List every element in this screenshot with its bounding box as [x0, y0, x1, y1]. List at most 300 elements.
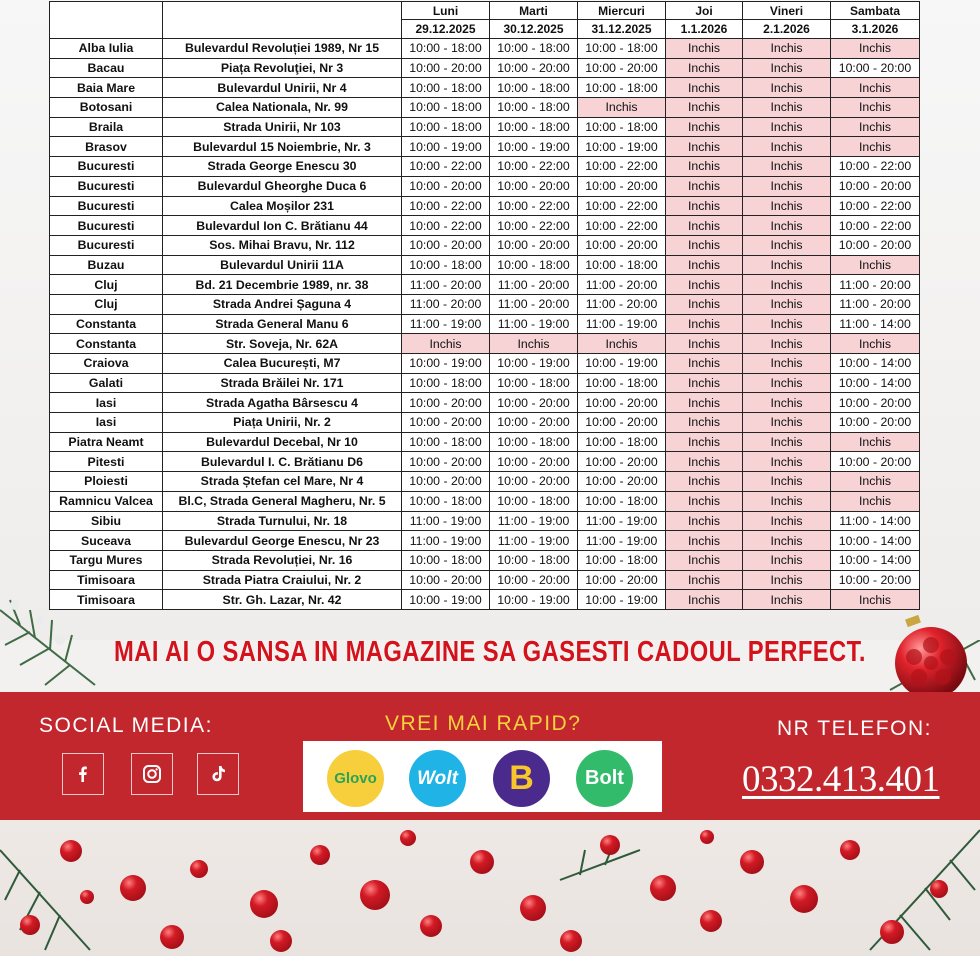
hours-cell: 11:00 - 19:00 — [490, 511, 578, 531]
hours-cell: 11:00 - 20:00 — [578, 294, 666, 314]
hours-cell: Inchis — [743, 157, 831, 177]
hours-cell: 10:00 - 14:00 — [831, 373, 920, 393]
berry-decoration — [190, 860, 208, 878]
city-cell: Baia Mare — [50, 78, 163, 98]
hours-cell: Inchis — [743, 196, 831, 216]
hours-cell: Inchis — [743, 235, 831, 255]
hours-cell: Inchis — [666, 98, 743, 118]
hours-cell: 10:00 - 20:00 — [402, 452, 490, 472]
table-row — [50, 117, 920, 137]
hours-cell: Inchis — [831, 39, 920, 59]
hours-cell: Inchis — [743, 275, 831, 295]
hours-cell: 10:00 - 18:00 — [578, 39, 666, 59]
hours-cell: Inchis — [831, 137, 920, 157]
day-header: Vineri — [743, 2, 831, 20]
hours-cell: 10:00 - 22:00 — [402, 196, 490, 216]
hours-cell: Inchis — [666, 354, 743, 374]
hours-cell: Inchis — [743, 452, 831, 472]
berry-decoration — [270, 930, 292, 952]
hours-cell: 11:00 - 20:00 — [402, 275, 490, 295]
hours-cell: Inchis — [666, 590, 743, 610]
table-row — [50, 511, 920, 531]
hours-cell: Inchis — [666, 157, 743, 177]
hours-cell: Inchis — [743, 413, 831, 433]
city-cell: Ramnicu Valcea — [50, 491, 163, 511]
hours-cell: 10:00 - 20:00 — [831, 235, 920, 255]
berry-decoration — [160, 925, 184, 949]
city-cell: Brasov — [50, 137, 163, 157]
berry-decoration — [700, 910, 722, 932]
city-cell: Bucuresti — [50, 157, 163, 177]
hours-cell: Inchis — [743, 78, 831, 98]
hours-cell: Inchis — [666, 58, 743, 78]
hours-cell: Inchis — [743, 531, 831, 551]
hours-cell: Inchis — [666, 452, 743, 472]
hours-cell: 10:00 - 19:00 — [578, 590, 666, 610]
hours-cell: Inchis — [666, 275, 743, 295]
hours-cell: 10:00 - 20:00 — [578, 176, 666, 196]
table-row — [50, 216, 920, 236]
hours-cell: 11:00 - 19:00 — [578, 531, 666, 551]
hours-cell: Inchis — [831, 590, 920, 610]
hours-cell: 11:00 - 20:00 — [831, 294, 920, 314]
slogan-text: MAI AI O SANSA IN MAGAZINE SA GASESTI CADOUL PERFECT. — [114, 636, 866, 668]
berry-decoration — [930, 880, 948, 898]
hours-cell: Inchis — [743, 550, 831, 570]
berry-decoration — [250, 890, 278, 918]
table-row — [50, 531, 920, 551]
table-row — [50, 137, 920, 157]
table-row — [50, 570, 920, 590]
bolt-logo-text: Bolt — [585, 767, 624, 789]
hours-cell: 10:00 - 18:00 — [490, 255, 578, 275]
city-cell: Alba Iulia — [50, 39, 163, 59]
hours-cell: 10:00 - 20:00 — [578, 472, 666, 492]
hours-cell: 10:00 - 18:00 — [490, 78, 578, 98]
hours-cell: Inchis — [743, 98, 831, 118]
table-row — [50, 373, 920, 393]
hours-cell: 10:00 - 20:00 — [402, 235, 490, 255]
address-cell: Piața Unirii, Nr. 2 — [163, 413, 402, 433]
hours-cell: 10:00 - 14:00 — [831, 550, 920, 570]
berry-decoration — [310, 845, 330, 865]
hours-cell: Inchis — [831, 255, 920, 275]
table-row — [50, 196, 920, 216]
hours-cell: 10:00 - 20:00 — [490, 58, 578, 78]
city-cell: Iasi — [50, 413, 163, 433]
header-blank — [50, 2, 163, 39]
hours-cell: Inchis — [743, 176, 831, 196]
hours-cell: 11:00 - 19:00 — [490, 314, 578, 334]
address-cell: Sos. Mihai Bravu, Nr. 112 — [163, 235, 402, 255]
hours-cell: 10:00 - 20:00 — [490, 393, 578, 413]
hours-cell: 10:00 - 18:00 — [578, 78, 666, 98]
address-cell: Strada Turnului, Nr. 18 — [163, 511, 402, 531]
date-header: 1.1.2026 — [666, 20, 743, 39]
day-header: Sambata — [831, 2, 920, 20]
city-cell: Cluj — [50, 294, 163, 314]
city-cell: Pitesti — [50, 452, 163, 472]
berry-decoration — [650, 875, 676, 901]
hours-cell: 10:00 - 20:00 — [490, 570, 578, 590]
address-cell: Bulevardul Unirii 11A — [163, 255, 402, 275]
header-row-days — [50, 2, 920, 20]
hours-cell: 10:00 - 20:00 — [831, 413, 920, 433]
hours-cell: Inchis — [666, 78, 743, 98]
hours-cell: 10:00 - 18:00 — [490, 98, 578, 118]
berry-decoration — [470, 850, 494, 874]
table-row — [50, 393, 920, 413]
hours-cell: Inchis — [578, 334, 666, 354]
date-header: 31.12.2025 — [578, 20, 666, 39]
hours-cell: Inchis — [666, 413, 743, 433]
city-cell: Craiova — [50, 354, 163, 374]
hours-cell: 10:00 - 22:00 — [490, 196, 578, 216]
city-cell: Bucuresti — [50, 196, 163, 216]
hours-cell: 11:00 - 19:00 — [578, 511, 666, 531]
berry-decoration — [520, 895, 546, 921]
hours-cell: Inchis — [831, 491, 920, 511]
hours-cell: 11:00 - 19:00 — [402, 531, 490, 551]
instagram-icon[interactable] — [131, 753, 173, 795]
berry-decoration — [60, 840, 82, 862]
header-blank — [163, 2, 402, 39]
hours-cell: Inchis — [831, 432, 920, 452]
city-cell: Cluj — [50, 275, 163, 295]
berry-decoration — [400, 830, 416, 846]
hours-cell: Inchis — [666, 216, 743, 236]
city-cell: Ploiesti — [50, 472, 163, 492]
hours-cell: Inchis — [743, 432, 831, 452]
day-header: Luni — [402, 2, 490, 20]
hours-cell: 10:00 - 18:00 — [490, 117, 578, 137]
hours-cell: 10:00 - 18:00 — [402, 491, 490, 511]
hours-cell: Inchis — [666, 196, 743, 216]
address-cell: Bulevardul Unirii, Nr 4 — [163, 78, 402, 98]
hours-cell: 10:00 - 22:00 — [402, 157, 490, 177]
address-cell: Bulevardul I. C. Brătianu D6 — [163, 452, 402, 472]
hours-cell: Inchis — [666, 393, 743, 413]
hours-cell: 10:00 - 14:00 — [831, 531, 920, 551]
hours-cell: 10:00 - 14:00 — [831, 354, 920, 374]
hours-cell: Inchis — [666, 334, 743, 354]
hours-cell: Inchis — [743, 393, 831, 413]
hours-cell: 10:00 - 22:00 — [490, 216, 578, 236]
hours-cell: 10:00 - 18:00 — [490, 432, 578, 452]
city-cell: Piatra Neamt — [50, 432, 163, 452]
table-row — [50, 432, 920, 452]
hours-cell: 10:00 - 18:00 — [490, 39, 578, 59]
tiktok-icon[interactable] — [197, 753, 239, 795]
hours-cell: Inchis — [666, 137, 743, 157]
hours-cell: 11:00 - 20:00 — [490, 294, 578, 314]
table-row — [50, 491, 920, 511]
table-row — [50, 157, 920, 177]
city-cell: Bucuresti — [50, 176, 163, 196]
hours-cell: Inchis — [666, 314, 743, 334]
table-row — [50, 255, 920, 275]
hours-cell: 10:00 - 19:00 — [490, 137, 578, 157]
address-cell: Strada General Manu 6 — [163, 314, 402, 334]
hours-cell: Inchis — [743, 137, 831, 157]
hours-cell: 10:00 - 22:00 — [578, 196, 666, 216]
hours-cell: Inchis — [666, 294, 743, 314]
hours-cell: 10:00 - 20:00 — [831, 452, 920, 472]
berry-decoration — [80, 890, 94, 904]
hours-cell: Inchis — [666, 373, 743, 393]
hours-cell: 10:00 - 18:00 — [490, 550, 578, 570]
city-cell: Targu Mures — [50, 550, 163, 570]
hours-cell: Inchis — [831, 117, 920, 137]
hours-cell: 10:00 - 18:00 — [578, 117, 666, 137]
hours-cell: 10:00 - 18:00 — [402, 39, 490, 59]
hours-cell: Inchis — [743, 491, 831, 511]
berries-decoration — [0, 820, 980, 956]
hours-cell: 10:00 - 18:00 — [402, 373, 490, 393]
hours-cell: 10:00 - 18:00 — [578, 432, 666, 452]
hours-cell: 11:00 - 20:00 — [402, 294, 490, 314]
delivery-logos-panel — [303, 741, 662, 812]
phone-number[interactable]: 0332.413.401 — [742, 759, 940, 800]
hours-cell: Inchis — [743, 216, 831, 236]
hours-cell: Inchis — [402, 334, 490, 354]
hours-cell: 10:00 - 20:00 — [490, 472, 578, 492]
hours-cell: Inchis — [831, 334, 920, 354]
hours-cell: Inchis — [666, 255, 743, 275]
hours-cell: 10:00 - 19:00 — [578, 137, 666, 157]
bolt-logo[interactable] — [576, 750, 633, 807]
address-cell: Strada Ștefan cel Mare, Nr 4 — [163, 472, 402, 492]
social-media-label: SOCIAL MEDIA: — [39, 714, 213, 737]
hours-cell: Inchis — [666, 531, 743, 551]
hours-cell: 10:00 - 20:00 — [402, 570, 490, 590]
hours-cell: 10:00 - 19:00 — [402, 354, 490, 374]
hours-cell: 10:00 - 18:00 — [402, 98, 490, 118]
hours-cell: 10:00 - 22:00 — [831, 196, 920, 216]
glovo-logo[interactable] — [327, 750, 384, 807]
address-cell: Bulevardul Decebal, Nr 10 — [163, 432, 402, 452]
hours-cell: 10:00 - 18:00 — [402, 117, 490, 137]
table-row — [50, 275, 920, 295]
hours-cell: Inchis — [743, 570, 831, 590]
hours-cell: 10:00 - 20:00 — [402, 176, 490, 196]
hours-cell: 10:00 - 18:00 — [402, 78, 490, 98]
hours-cell: 10:00 - 20:00 — [490, 413, 578, 433]
city-cell: Sibiu — [50, 511, 163, 531]
ornament-decoration — [886, 615, 972, 701]
schedule-table — [49, 1, 920, 610]
date-header: 2.1.2026 — [743, 20, 831, 39]
table-row — [50, 590, 920, 610]
hours-cell: 10:00 - 20:00 — [490, 452, 578, 472]
address-cell: Strada George Enescu 30 — [163, 157, 402, 177]
hours-cell: 10:00 - 22:00 — [831, 216, 920, 236]
address-cell: Strada Piatra Craiului, Nr. 2 — [163, 570, 402, 590]
hours-cell: 10:00 - 20:00 — [831, 570, 920, 590]
table-row — [50, 314, 920, 334]
address-cell: Calea Moșilor 231 — [163, 196, 402, 216]
address-cell: Strada Andrei Șaguna 4 — [163, 294, 402, 314]
berry-decoration — [20, 915, 40, 935]
hours-cell: Inchis — [743, 255, 831, 275]
hours-cell: Inchis — [831, 472, 920, 492]
hours-cell: Inchis — [831, 98, 920, 118]
address-cell: Str. Soveja, Nr. 62A — [163, 334, 402, 354]
hours-cell: Inchis — [743, 314, 831, 334]
hours-cell: 11:00 - 19:00 — [402, 511, 490, 531]
table-row — [50, 235, 920, 255]
city-cell: Bucuresti — [50, 216, 163, 236]
hours-cell: Inchis — [743, 39, 831, 59]
hours-cell: 10:00 - 19:00 — [402, 590, 490, 610]
address-cell: Strada Agatha Bârsescu 4 — [163, 393, 402, 413]
hours-cell: 10:00 - 18:00 — [490, 491, 578, 511]
hours-cell: 10:00 - 22:00 — [831, 157, 920, 177]
phone-label: NR TELEFON: — [777, 717, 932, 740]
hours-cell: Inchis — [666, 491, 743, 511]
hours-cell: 10:00 - 18:00 — [402, 255, 490, 275]
address-cell: Piața Revoluţiei, Nr 3 — [163, 58, 402, 78]
hours-cell: 10:00 - 20:00 — [490, 235, 578, 255]
hours-cell: Inchis — [666, 432, 743, 452]
address-cell: Calea București, M7 — [163, 354, 402, 374]
hours-cell: 11:00 - 19:00 — [578, 314, 666, 334]
hours-cell: 10:00 - 22:00 — [402, 216, 490, 236]
hours-cell: 10:00 - 22:00 — [578, 157, 666, 177]
hours-cell: 11:00 - 20:00 — [831, 275, 920, 295]
table-row — [50, 354, 920, 374]
hours-cell: Inchis — [831, 78, 920, 98]
hours-cell: 10:00 - 20:00 — [402, 393, 490, 413]
hours-cell: 11:00 - 20:00 — [578, 275, 666, 295]
date-header: 30.12.2025 — [490, 20, 578, 39]
table-row — [50, 334, 920, 354]
address-cell: Bulevardul Revoluției 1989, Nr 15 — [163, 39, 402, 59]
city-cell: Bacau — [50, 58, 163, 78]
hours-cell: 10:00 - 19:00 — [490, 354, 578, 374]
hours-cell: 10:00 - 20:00 — [578, 393, 666, 413]
hours-cell: Inchis — [666, 511, 743, 531]
glovo-logo-text: Glovo — [334, 770, 377, 787]
date-header: 29.12.2025 — [402, 20, 490, 39]
hours-cell: 10:00 - 18:00 — [402, 550, 490, 570]
hours-cell: 10:00 - 18:00 — [578, 491, 666, 511]
table-row — [50, 58, 920, 78]
hours-cell: 10:00 - 19:00 — [402, 137, 490, 157]
city-cell: Buzau — [50, 255, 163, 275]
address-cell: Bulevardul 15 Noiembrie, Nr. 3 — [163, 137, 402, 157]
berry-decoration — [880, 920, 904, 944]
city-cell: Botosani — [50, 98, 163, 118]
hours-cell: 10:00 - 20:00 — [402, 58, 490, 78]
hours-cell: Inchis — [490, 334, 578, 354]
hours-cell: 10:00 - 18:00 — [578, 550, 666, 570]
hours-cell: 10:00 - 20:00 — [831, 393, 920, 413]
city-cell: Timisoara — [50, 570, 163, 590]
hours-cell: 10:00 - 19:00 — [490, 590, 578, 610]
berry-decoration — [790, 885, 818, 913]
facebook-icon[interactable] — [62, 753, 104, 795]
hours-cell: Inchis — [666, 176, 743, 196]
table-row — [50, 98, 920, 118]
address-cell: Strada Brăilei Nr. 171 — [163, 373, 402, 393]
hours-cell: 10:00 - 18:00 — [402, 432, 490, 452]
wolt-logo[interactable] — [409, 750, 466, 807]
city-cell: Timisoara — [50, 590, 163, 610]
berry-decoration — [420, 915, 442, 937]
address-cell: Bl.C, Strada General Magheru, Nr. 5 — [163, 491, 402, 511]
table-row — [50, 452, 920, 472]
hours-cell: Inchis — [666, 550, 743, 570]
hours-cell: 10:00 - 20:00 — [831, 176, 920, 196]
address-cell: Bd. 21 Decembrie 1989, nr. 38 — [163, 275, 402, 295]
hours-cell: 10:00 - 20:00 — [402, 472, 490, 492]
date-header: 3.1.2026 — [831, 20, 920, 39]
day-header: Joi — [666, 2, 743, 20]
hours-cell: Inchis — [666, 117, 743, 137]
address-cell: Strada Revoluției, Nr. 16 — [163, 550, 402, 570]
hours-cell: 10:00 - 22:00 — [490, 157, 578, 177]
berry-decoration — [840, 840, 860, 860]
city-cell: Galati — [50, 373, 163, 393]
address-cell: Bulevardul Ion C. Brătianu 44 — [163, 216, 402, 236]
hours-cell: Inchis — [743, 117, 831, 137]
hours-cell: Inchis — [666, 235, 743, 255]
wolt-logo-text: Wolt — [417, 767, 458, 789]
berry-decoration — [600, 835, 620, 855]
hours-cell: 10:00 - 22:00 — [578, 216, 666, 236]
hours-cell: Inchis — [743, 334, 831, 354]
berry-decoration — [740, 850, 764, 874]
city-cell: Braila — [50, 117, 163, 137]
bringo-logo[interactable] — [493, 750, 550, 807]
hours-cell: Inchis — [743, 511, 831, 531]
address-cell: Strada Unirii, Nr 103 — [163, 117, 402, 137]
hours-cell: 10:00 - 20:00 — [402, 413, 490, 433]
hours-cell: Inchis — [743, 590, 831, 610]
delivery-label: VREI MAI RAPID? — [385, 712, 582, 735]
hours-cell: 11:00 - 14:00 — [831, 314, 920, 334]
hours-cell: Inchis — [743, 373, 831, 393]
pine-needles-decoration — [0, 820, 980, 956]
schedule-body — [50, 39, 920, 610]
hours-cell: Inchis — [666, 39, 743, 59]
hours-cell: 10:00 - 19:00 — [578, 354, 666, 374]
table-row — [50, 78, 920, 98]
table-row — [50, 39, 920, 59]
hours-cell: 11:00 - 19:00 — [402, 314, 490, 334]
address-cell: Bulevardul Gheorghe Duca 6 — [163, 176, 402, 196]
bringo-logo-text: B — [509, 759, 534, 797]
hours-cell: Inchis — [743, 294, 831, 314]
hours-cell: 10:00 - 20:00 — [578, 58, 666, 78]
city-cell: Iasi — [50, 393, 163, 413]
hours-cell: Inchis — [743, 58, 831, 78]
address-cell: Calea Nationala, Nr. 99 — [163, 98, 402, 118]
day-header: Miercuri — [578, 2, 666, 20]
hours-cell: Inchis — [743, 472, 831, 492]
hours-cell: Inchis — [666, 570, 743, 590]
address-cell: Bulevardul George Enescu, Nr 23 — [163, 531, 402, 551]
table-row — [50, 176, 920, 196]
city-cell: Constanta — [50, 334, 163, 354]
berry-decoration — [560, 930, 582, 952]
address-cell: Str. Gh. Lazar, Nr. 42 — [163, 590, 402, 610]
berry-decoration — [700, 830, 714, 844]
hours-cell: 10:00 - 20:00 — [578, 235, 666, 255]
day-header: Marti — [490, 2, 578, 20]
city-cell: Suceava — [50, 531, 163, 551]
